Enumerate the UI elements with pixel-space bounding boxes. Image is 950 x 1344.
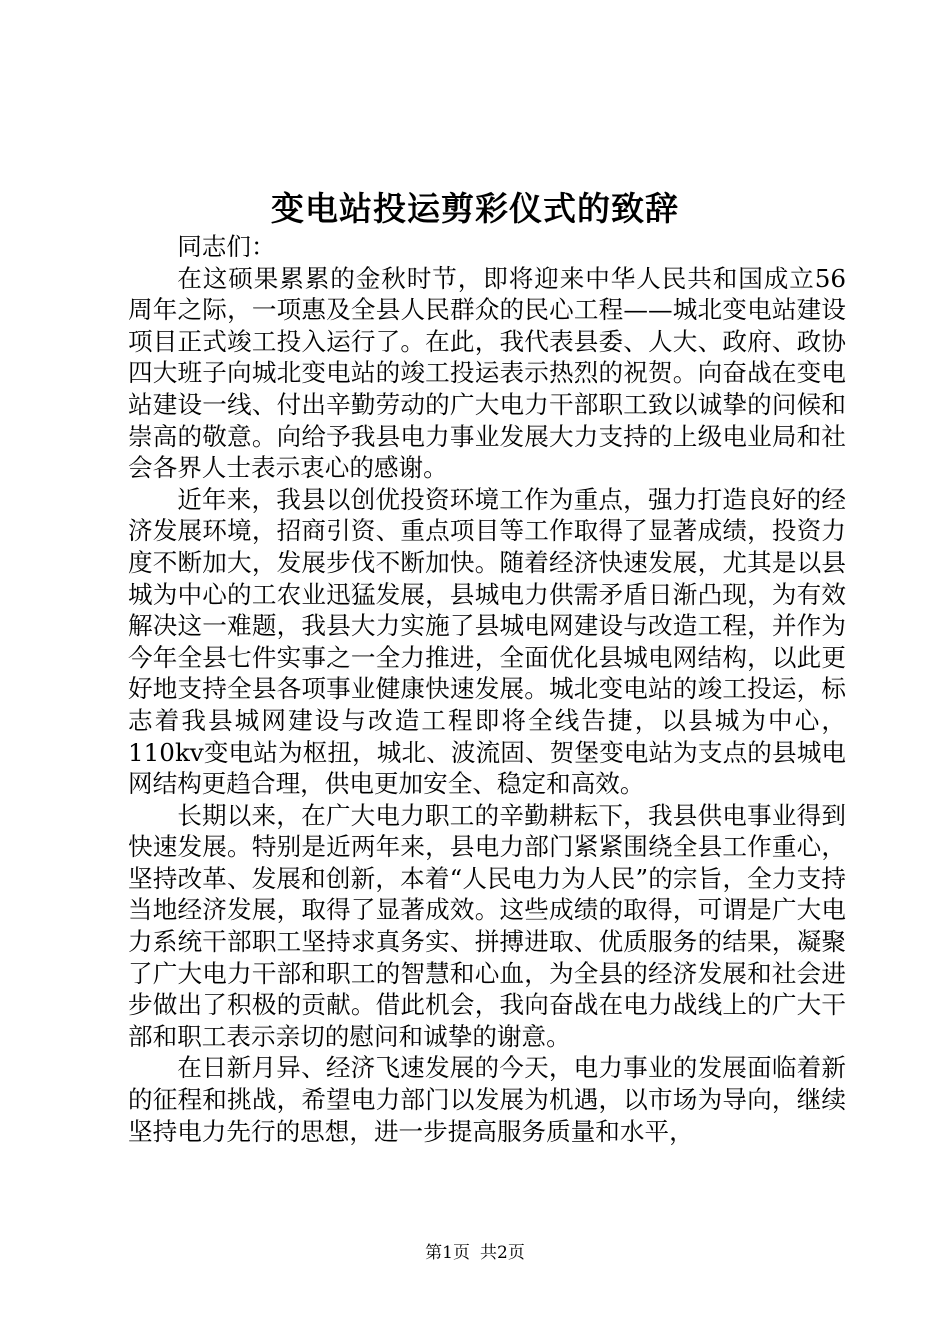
salutation: 同志们： — [177, 232, 276, 261]
paragraph-4: 在日新月异、经济飞速发展的今天，电力事业的发展面临着新的征程和挑战，希望电力部门以发展为机遇，以市场为导向，继续坚持电力先行的思想，进一步提高服务质量和水平， — [128, 1053, 846, 1146]
page-total: 共2页 — [480, 1243, 525, 1263]
paragraph-2: 近年来，我县以创优投资环境工作为重点，强力打造良好的经济发展环境，招商引资、重点项目等工作取得了显著成绩，投资力度不断加大，发展步伐不断加快。随着经济快速发展，尤其是以县城为中心的工农业迅猛发展，县城电力供需矛盾日渐凸现，为有效解决这一难题，我县大力实施了县城电网建设与改造工程，并作为今年全县七件实事之一全力推进，全面优化县城电网结构，以此更好地支持全县各项事业健康快速发展。城北变电站的竣工投运，标志着我县城网建设与改造工程即将全线告捷，以县城为中心，110kv变电站为枢扭，城北、波流固、贺堡变电站为支点的县城电网结构更趋合理，供电更加安全、稳定和高效。 — [128, 484, 846, 799]
page-footer — [0, 1241, 950, 1265]
paragraph-3: 长期以来，在广大电力职工的辛勤耕耘下，我县供电事业得到快速发展。特别是近两年来，县电力部门紧紧围绕全县工作重心，坚持改革、发展和创新，本着“人民电力为人民”的宗旨，全力支持当地经济发展，取得了显著成效。这些成绩的取得，可谓是广大电力系统干部职工坚持求真务实、拼搏进取、优质服务的结果，凝聚了广大电力干部和职工的智慧和心血，为全县的经济发展和社会进步做出了积极的贡献。借此机会，我向奋战在电力战线上的广大干部和职工表示亲切的慰问和诚挚的谢意。 — [128, 800, 846, 1051]
document-title: 变电站投运剪彩仪式的致辞 — [271, 189, 679, 228]
page-number: 第1页 — [425, 1243, 470, 1263]
paragraph-1: 在这硕果累累的金秋时节，即将迎来中华人民共和国成立56周年之际，一项惠及全县人民群众的民心工程——城北变电站建设项目正式竣工投入运行了。在此，我代表县委、人大、政府、政协四大班子向城北变电站的竣工投运表示热烈的祝贺。向奋战在变电站建设一线、付出辛勤劳动的广大电力干部职工致以诚挚的问候和崇高的敬意。向给予我县电力事业发展大力支持的上级电业局和社会各界人士表示衷心的感谢。 — [128, 263, 846, 483]
document-body — [128, 231, 846, 1147]
